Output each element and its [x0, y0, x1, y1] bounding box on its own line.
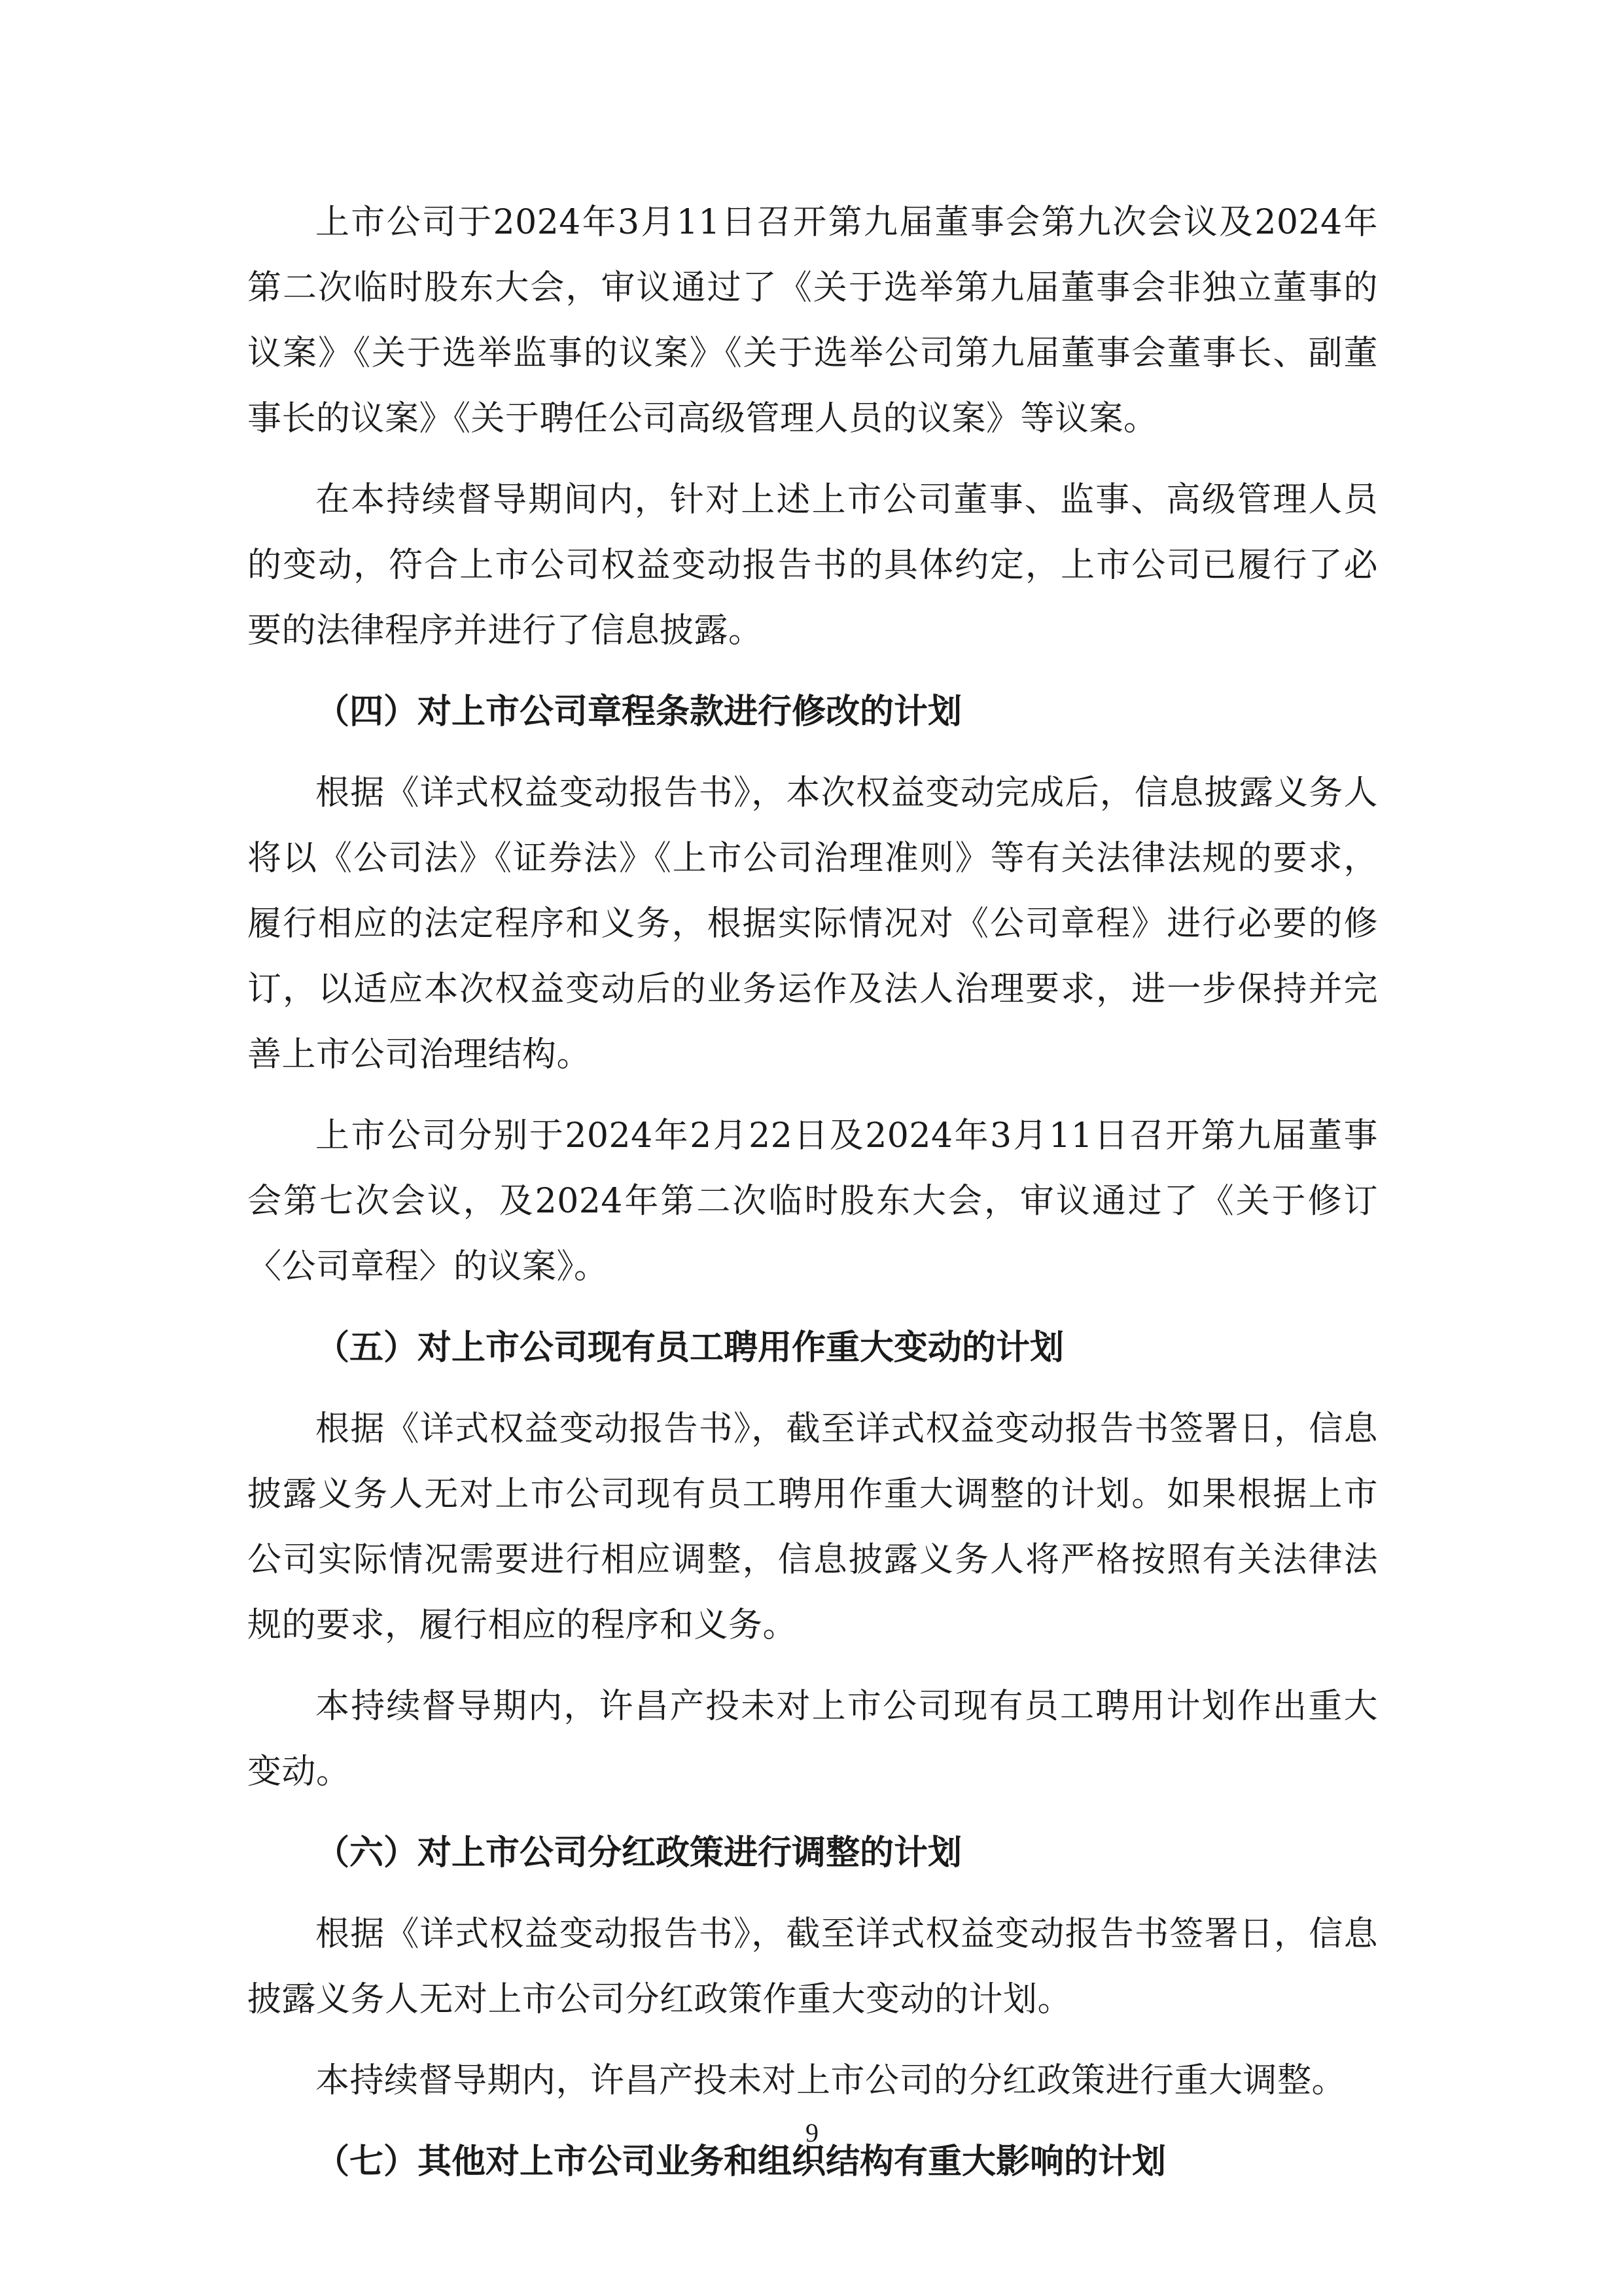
paragraph-employee-plan: 根据《详式权益变动报告书》，截至详式权益变动报告书签署日，信息披露义务人无对上市公司现有员工聘用作重大调整的计划。如果根据上市公司实际情况需要进行相应调整，信息披露义务人将严格按照有关法律法规的要求，履行相应的程序和义务。: [247, 1409, 1378, 1645]
paragraph-dividend-plan: 根据《详式权益变动报告书》，截至详式权益变动报告书签署日，信息披露义务人无对上市公司分红政策作重大变动的计划。: [247, 1915, 1378, 2019]
document-body: [247, 190, 1378, 2210]
paragraph-personnel-change: 在本持续督导期间内，针对上述上市公司董事、监事、高级管理人员的变动，符合上市公司权益变动报告书的具体约定，上市公司已履行了必要的法律程序并进行了信息披露。: [247, 480, 1378, 650]
heading-articles-amendment: （四）对上市公司章程条款进行修改的计划: [315, 692, 962, 732]
paragraph-articles-plan: 根据《详式权益变动报告书》，本次权益变动完成后，信息披露义务人将以《公司法》《证券法》《上市公司治理准则》等有关法律法规的要求，履行相应的法定程序和义务，根据实际情况对《公司章程》进行必要的修订，以适应本次权益变动后的业务运作及法人治理要求，进一步保持并完善上市公司治理结构。: [247, 773, 1378, 1074]
paragraph-employee-status: 本持续督导期内，许昌产投未对上市公司现有员工聘用计划作出重大变动。: [247, 1687, 1378, 1792]
paragraph-articles-revision: 上市公司分别于2024年2月22日及2024年3月11日召开第九届董事会第七次会议，及2024年第二次临时股东大会，审议通过了《关于修订〈公司章程〉的议案》。: [247, 1116, 1378, 1286]
heading-dividend-plan: （六）对上市公司分红政策进行调整的计划: [315, 1833, 962, 1873]
paragraph-dividend-status: 本持续督导期内，许昌产投未对上市公司的分红政策进行重大调整。: [315, 2061, 1347, 2100]
heading-employee-plan: （五）对上市公司现有员工聘用作重大变动的计划: [315, 1328, 1065, 1368]
paragraph-board-meeting: 上市公司于2024年3月11日召开第九届董事会第九次会议及2024年第二次临时股东大会，审议通过了《关于选举第九届董事会非独立董事的议案》《关于选举监事的议案》《关于选举公司第九届董事会董事长、副董事长的议案》《关于聘任公司高级管理人员的议案》等议案。: [247, 203, 1378, 438]
heading-other-plans: （七）其他对上市公司业务和组织结构有重大影响的计划: [315, 2142, 1167, 2181]
page-number: 9: [805, 2118, 819, 2147]
